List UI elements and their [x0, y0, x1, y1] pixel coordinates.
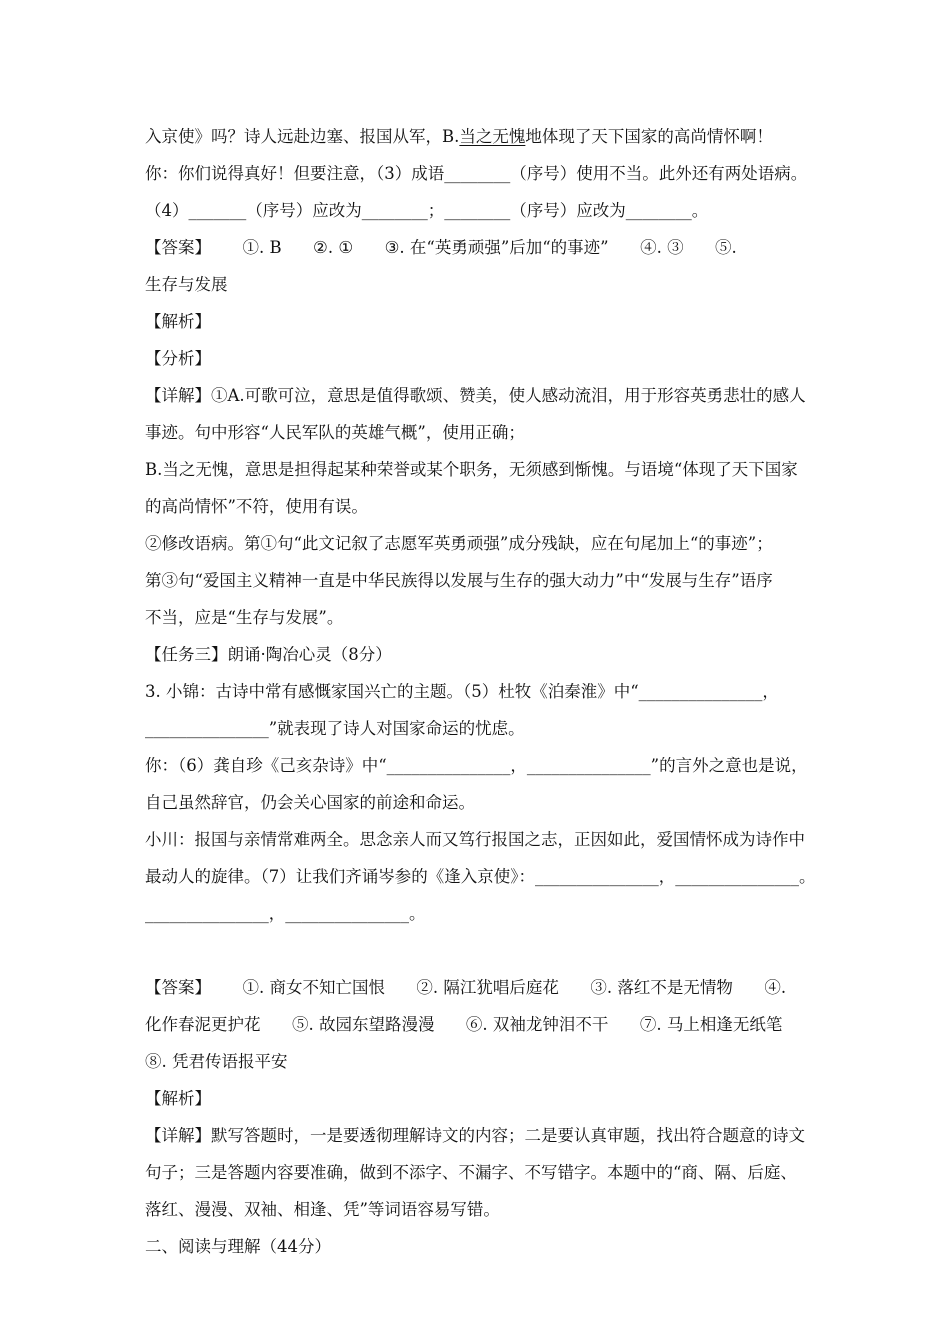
- text-line: [145, 118, 810, 155]
- text-line: 落红、漫漫、双袖、相逢、凭”等词语容易写错。: [145, 1200, 500, 1219]
- section-label: 【解析】: [145, 312, 211, 331]
- text-line: （4）_______（序号）应改为________；________（序号）应改为________。: [145, 201, 709, 220]
- text-line: 事迹。句中形容“人民军队的英雄气概”，使用正确；: [145, 423, 525, 442]
- text-line: B.当之无愧，意思是担得起某种荣誉或某个职务，无须感到惭愧。与语境“体现了天下国家: [145, 460, 798, 479]
- text-line: 化作春泥更护花 ⑤. 故园东望路漫漫 ⑥. 双袖龙钟泪不干 ⑦. 马上相逢无纸笔: [145, 1015, 783, 1034]
- text-line: 句子；三是答题内容要准确，做到不添字、不漏字、不写错字。本题中的“商、隔、后庭、: [145, 1163, 797, 1182]
- text-line: 不当，应是“生存与发展”。: [145, 608, 344, 627]
- answer-line: 【答案】 ①. B ②. ① ③. 在“英勇顽强”后加“的事迹” ④. ③ ⑤.: [145, 238, 737, 257]
- text-line: 【详解】默写答题时，一是要透彻理解诗文的内容；二是要认真审题，找出符合题意的诗文: [145, 1126, 805, 1145]
- answer-line: 【答案】 ①. 商女不知亡国恨 ②. 隔江犹唱后庭花 ③. 落红不是无情物 ④.: [145, 978, 787, 997]
- question-line: 3. 小锦：古诗中常有感慨家国兴亡的主题。（5）杜牧《泊秦淮》中“_______________，: [145, 682, 779, 701]
- task-heading: 【任务三】朗诵·陶冶心灵（8分）: [145, 645, 392, 664]
- text-span: 地体现了天下国家的高尚情怀啊！: [525, 127, 773, 146]
- text-line: 最动人的旋律。（7）让我们齐诵岑参的《逢入京使》：_______________，_______________。: [145, 867, 816, 886]
- text-line: 的高尚情怀”不符，使用有误。: [145, 497, 368, 516]
- underlined-phrase: 当之无愧: [459, 127, 526, 146]
- text-span: 入京使》吗？诗人远赴边塞、报国从军，B.: [145, 127, 460, 146]
- text-line: 生存与发展: [145, 275, 228, 294]
- document-body: [145, 118, 816, 1265]
- text-line: ②修改语病。第①句“此文记叙了志愿军英勇顽强”成分残缺，应在句尾加上“的事迹”；: [145, 534, 773, 553]
- part-heading: 二、阅读与理解（44分）: [145, 1237, 331, 1256]
- text-line: 你：（6）龚自珍《己亥杂诗》中“_______________，_______________”的言外之意也是说，: [145, 756, 808, 775]
- section-label: 【解析】: [145, 1089, 211, 1108]
- text-line: 你：你们说得真好！但要注意，（3）成语________（序号）使用不当。此外还有两处语病。: [145, 164, 808, 183]
- section-label: 【分析】: [145, 349, 211, 368]
- text-line: _______________，_______________。: [145, 904, 426, 923]
- text-line: 【详解】①A.可歌可泣，意思是值得歌颂、赞美，使人感动流泪，用于形容英勇悲壮的感人: [145, 386, 806, 405]
- text-line: 第③句“爱国主义精神一直是中华民族得以发展与生存的强大动力”中“发展与生存”语序: [145, 571, 773, 590]
- text-line: 自己虽然辞官，仍会关心国家的前途和命运。: [145, 793, 475, 812]
- spacer: [145, 932, 810, 969]
- text-line: _______________”就表现了诗人对国家命运的忧虑。: [145, 719, 525, 738]
- text-line: 小川：报国与亲情常难两全。思念亲人而又笃行报国之志，正因如此，爱国情怀成为诗作中: [145, 830, 805, 849]
- text-line: ⑧. 凭君传语报平安: [145, 1052, 288, 1071]
